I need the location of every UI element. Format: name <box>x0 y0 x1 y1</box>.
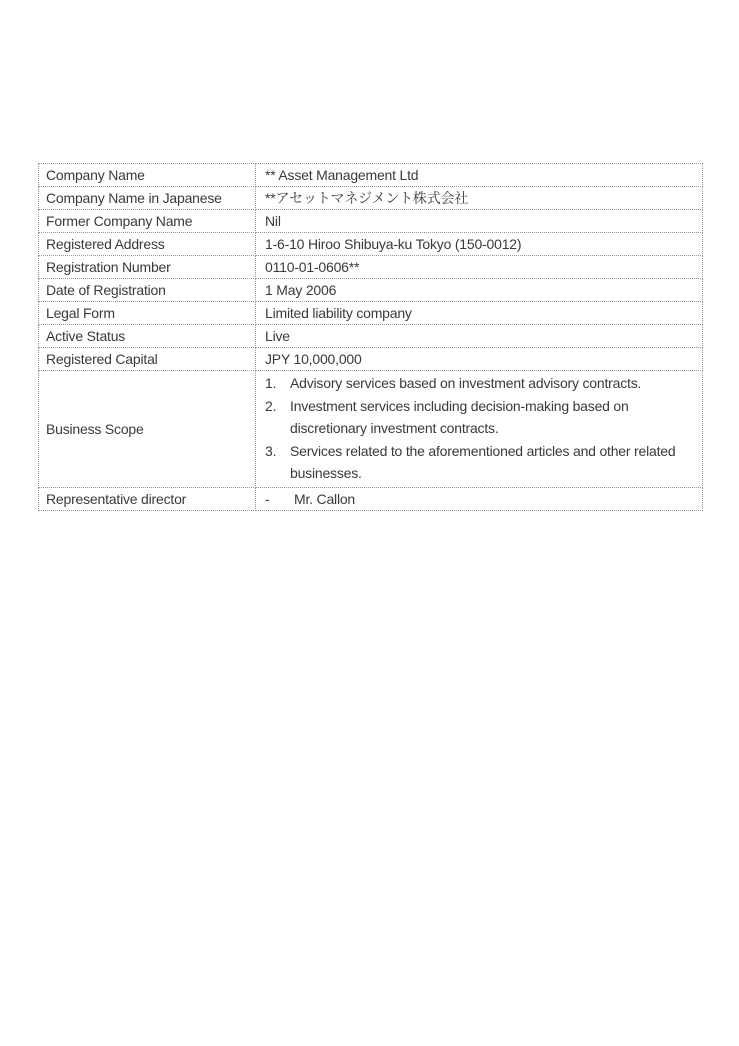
list-item-number: 2. <box>265 397 277 414</box>
list-item <box>265 440 695 485</box>
row-value: JPY 10,000,000 <box>256 348 703 371</box>
row-label: Company Name in Japanese <box>39 187 256 210</box>
row-label: Registration Number <box>39 256 256 279</box>
table-row-registration-number <box>39 256 703 279</box>
row-label: Registered Address <box>39 233 256 256</box>
row-value <box>256 487 703 510</box>
list-item <box>265 372 695 395</box>
list-item-number: 3. <box>265 442 277 459</box>
representative-name: Mr. Callon <box>294 490 356 507</box>
company-info-table <box>38 163 703 511</box>
row-label: Business Scope <box>39 371 256 488</box>
table-row-registered-address <box>39 233 703 256</box>
business-scope-cell <box>256 371 703 488</box>
row-value: **アセットマネジメント株式会社 <box>256 187 703 210</box>
row-label: Company Name <box>39 164 256 187</box>
row-value: 1 May 2006 <box>256 279 703 302</box>
table-row-former-company-name <box>39 210 703 233</box>
business-scope-list <box>265 371 695 487</box>
row-value: ** Asset Management Ltd <box>256 164 703 187</box>
bullet-dash: - <box>265 490 270 507</box>
row-value: 1-6-10 Hiroo Shibuya-ku Tokyo (150-0012) <box>256 233 703 256</box>
row-label: Registered Capital <box>39 348 256 371</box>
row-label: Former Company Name <box>39 210 256 233</box>
list-item-number: 1. <box>265 375 277 391</box>
list-item-text: Investment services including decision-making based on discretionary investment contracts. <box>290 397 629 436</box>
table-row-company-name <box>39 164 703 187</box>
table-row-registered-capital <box>39 348 703 371</box>
list-item-text: Advisory services based on investment advisory contracts. <box>290 375 642 391</box>
table-row-active-status <box>39 325 703 348</box>
table-row-business-scope <box>39 371 703 488</box>
list-item <box>265 395 695 440</box>
row-label: Date of Registration <box>39 279 256 302</box>
row-value: Live <box>256 325 703 348</box>
row-value: Nil <box>256 210 703 233</box>
table-row-date-of-registration <box>39 279 703 302</box>
table-row-representative-director <box>39 487 703 510</box>
row-value: 0110-01-0606** <box>256 256 703 279</box>
table-row-legal-form <box>39 302 703 325</box>
row-label: Legal Form <box>39 302 256 325</box>
table-row-company-name-japanese <box>39 187 703 210</box>
row-value: Limited liability company <box>256 302 703 325</box>
list-item-text: Services related to the aforementioned articles and other related businesses. <box>290 442 676 481</box>
row-label: Representative director <box>39 487 256 510</box>
row-label: Active Status <box>39 325 256 348</box>
